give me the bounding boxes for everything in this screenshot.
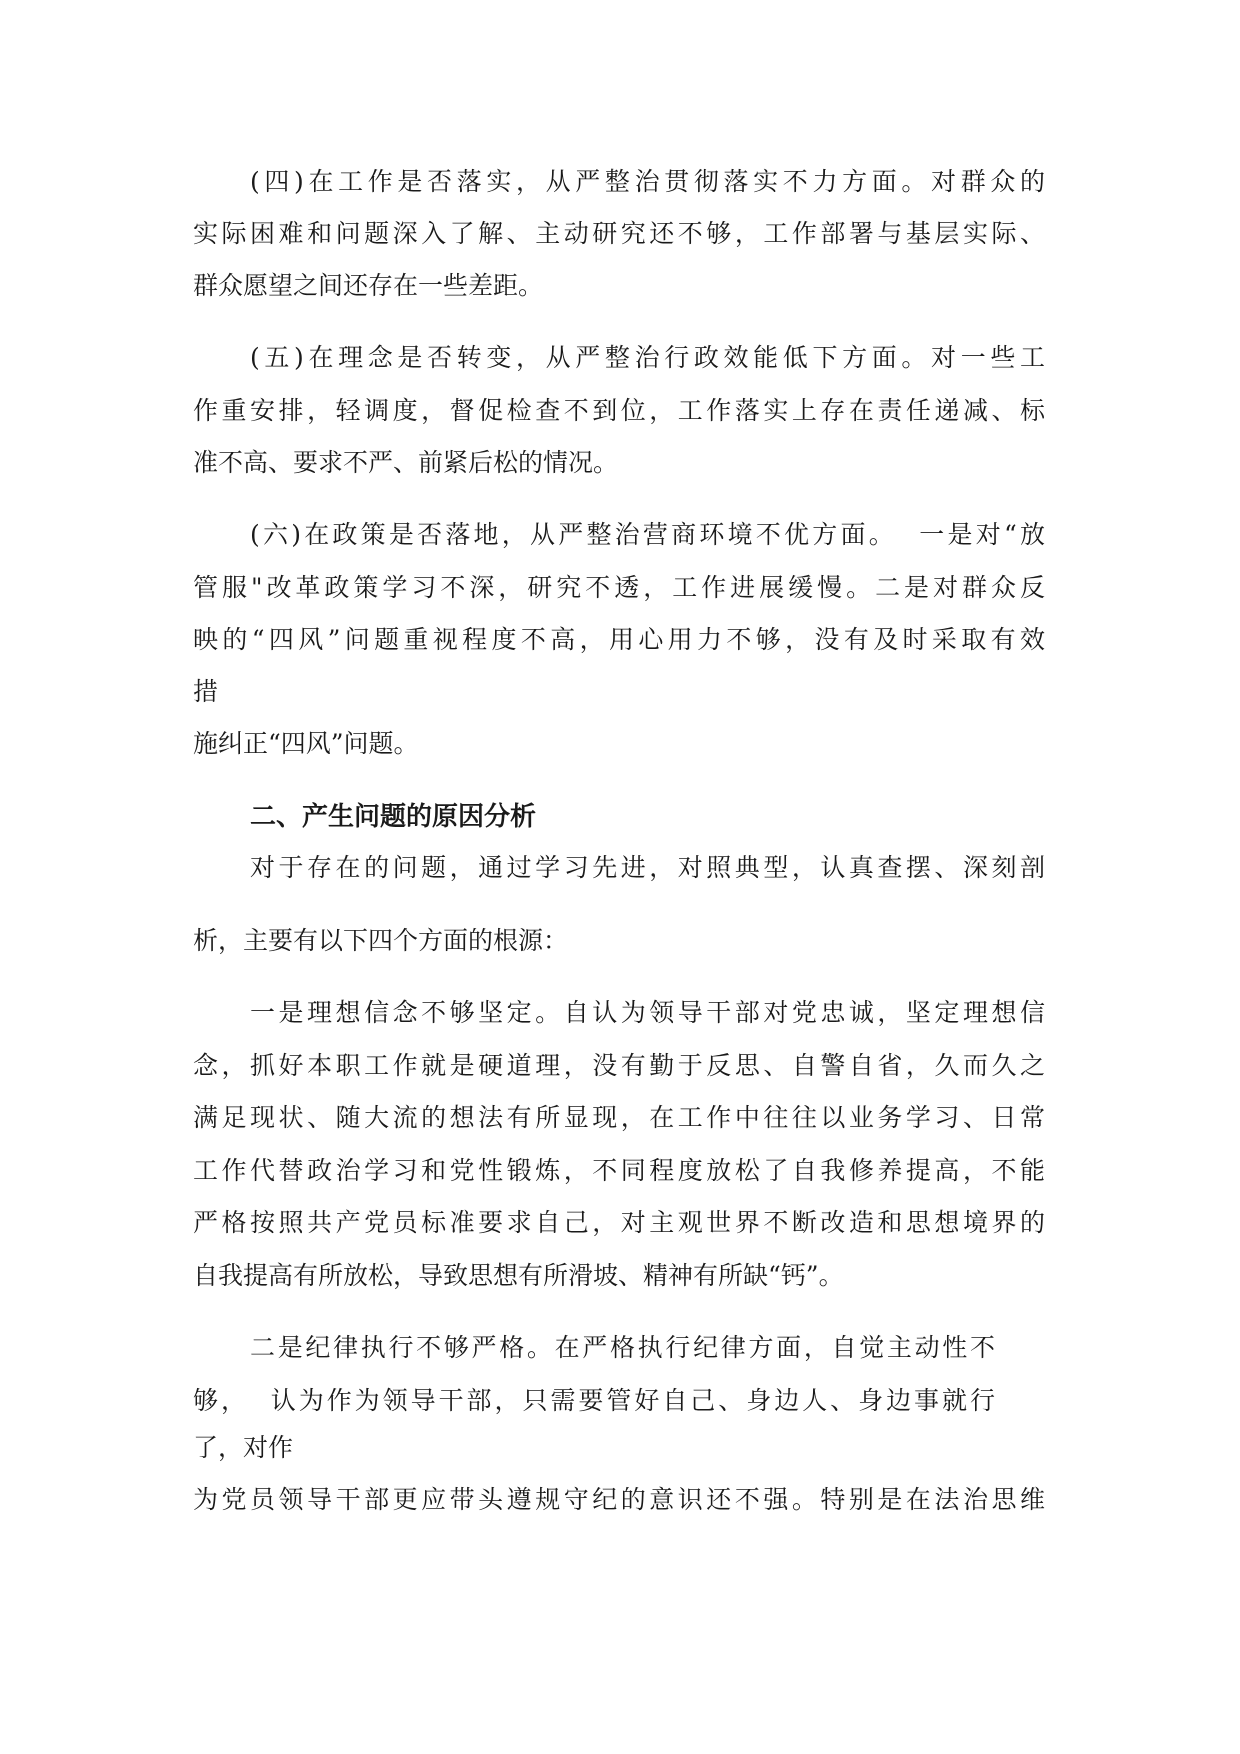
paragraph-line: 念，抓好本职工作就是硬道理，没有勤于反思、自警自省，久而久之 — [193, 1051, 1045, 1080]
section-heading: 二、产生问题的原因分析 — [250, 802, 537, 832]
paragraph-line: (六)在政策是否落地，从严整治营商环境不优方面。 一是对“放 — [250, 520, 1045, 549]
paragraph-line: 析，主要有以下四个方面的根源： — [193, 926, 569, 955]
paragraph-line: 管服"改革政策学习不深，研究不透，工作进展缓慢。二是对群众反 — [193, 573, 1045, 602]
paragraph-line: (四)在工作是否落实，从严整治贯彻落实不力方面。对群众的 — [250, 167, 1045, 196]
paragraph-line: 够， 认为作为领导干部，只需要管好自己、身边人、身边事就行 — [193, 1386, 995, 1415]
paragraph-line: 为党员领导干部更应带头遵规守纪的意识还不强。特别是在法治思维 — [193, 1485, 1045, 1514]
paragraph-line: 群众愿望之间还存在一些差距。 — [193, 271, 544, 300]
paragraph-line: 二是纪律执行不够严格。在严格执行纪律方面，自觉主动性不 — [250, 1333, 995, 1362]
paragraph-line: (五)在理念是否转变，从严整治行政效能低下方面。对一些工 — [250, 343, 1045, 372]
paragraph-line: 自我提高有所放松，导致思想有所滑坡、精神有所缺“钙”。 — [193, 1261, 844, 1290]
paragraph-line: 施纠正“四风”问题。 — [193, 729, 419, 758]
paragraph-line: 了，对作 — [193, 1433, 294, 1462]
paragraph-line: 工作代替政治学习和党性锻炼，不同程度放松了自我修养提高，不能 — [193, 1156, 1045, 1185]
paragraph-line: 对于存在的问题，通过学习先进，对照典型，认真查摆、深刻剖 — [250, 853, 1045, 882]
paragraph-line: 准不高、要求不严、前紧后松的情况。 — [193, 448, 619, 477]
paragraph-line: 措 — [193, 677, 219, 706]
paragraph-line: 映的“四风”问题重视程度不高，用心用力不够，没有及时采取有效 — [193, 625, 1045, 654]
paragraph-line: 实际困难和问题深入了解、主动研究还不够，工作部署与基层实际、 — [193, 219, 1045, 248]
paragraph-line: 一是理想信念不够坚定。自认为领导干部对党忠诚，坚定理想信 — [250, 998, 1045, 1027]
paragraph-line: 满足现状、随大流的想法有所显现，在工作中往往以业务学习、日常 — [193, 1103, 1045, 1132]
paragraph-line: 严格按照共产党员标准要求自己，对主观世界不断改造和思想境界的 — [193, 1208, 1045, 1237]
paragraph-line: 作重安排，轻调度，督促检查不到位，工作落实上存在责任递减、标 — [193, 396, 1045, 425]
